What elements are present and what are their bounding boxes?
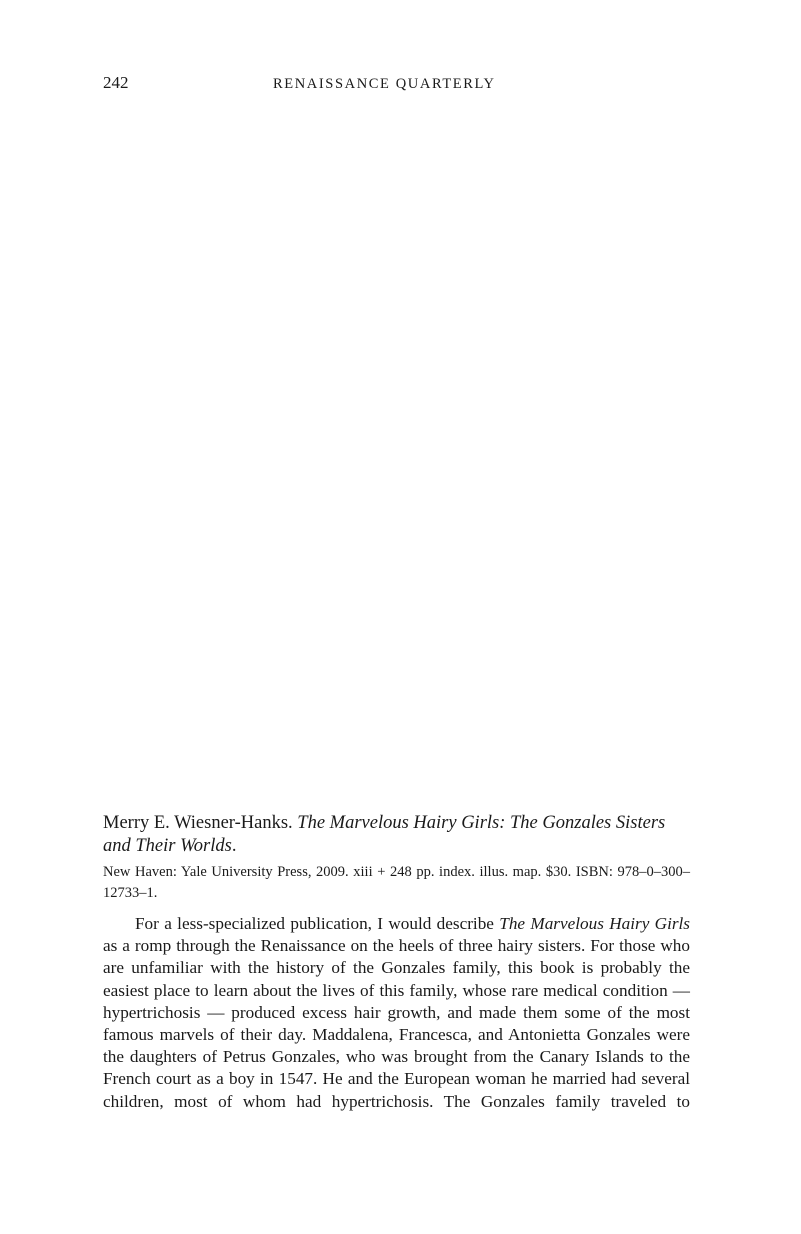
running-head xyxy=(103,72,690,96)
review-title-period: . xyxy=(231,836,237,856)
body-book-title: The Marvelous Hairy Girls xyxy=(499,914,690,933)
review-body-paragraph xyxy=(103,913,690,1113)
body-intro: For a less-specialized publication, I would describe xyxy=(135,914,500,933)
review-heading xyxy=(103,812,690,858)
journal-title: RENAISSANCE QUARTERLY xyxy=(273,76,496,92)
body-rest: as a romp through the Renaissance on the heels of three hairy sisters. For those who are unfamiliar with the history of the Gonzales family, this book is probably the easiest place to learn about the lives of this family, whose rare medical condition — hypertrichosis — produced excess hair growth, and made them some of the most famous marvels of their day. Maddalena, Francesca, and Antonietta Gonzales were the daughters of Petrus Gonzales, who was brought from the Canary Islands to the French court as a boy in 1547. He and the European woman he married had several children, most of whom had hypertrichosis. The Gonzales family traveled to xyxy=(103,936,690,1111)
page-number: 242 xyxy=(103,73,129,92)
publication-info: New Haven: Yale University Press, 2009. xiii + 248 pp. index. illus. map. $30. ISBN: 978–0–300–12733–1. xyxy=(103,864,690,901)
book-review xyxy=(103,812,690,1113)
review-book-title: The Marvelous Hairy Girls: The Gonzales Sisters and Their Worlds xyxy=(103,813,666,856)
review-author: Merry E. Wiesner-Hanks. xyxy=(103,813,293,833)
